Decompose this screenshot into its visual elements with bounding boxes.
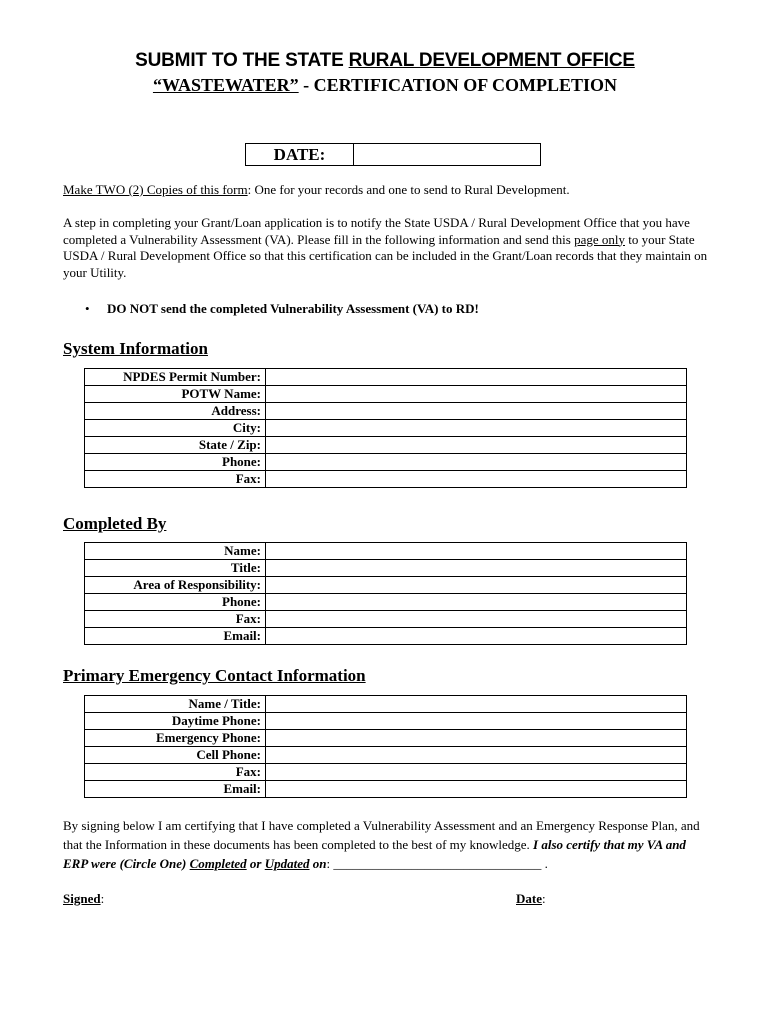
table-row bbox=[85, 628, 687, 645]
table-row bbox=[85, 454, 687, 471]
table-row bbox=[85, 696, 687, 713]
table-row bbox=[85, 781, 687, 798]
warning-bullet: • DO NOT send the completed Vulnerability Assessment (VA) to RD! bbox=[85, 301, 479, 316]
date-label: Date bbox=[516, 891, 542, 906]
date-field[interactable] bbox=[354, 144, 540, 165]
table-row bbox=[85, 594, 687, 611]
phone-field[interactable] bbox=[266, 454, 687, 471]
potw-name-field[interactable] bbox=[266, 386, 687, 403]
signed-line[interactable]: Signed: bbox=[63, 891, 105, 906]
field-label: Fax: bbox=[85, 764, 266, 781]
table-row bbox=[85, 543, 687, 560]
table-row bbox=[85, 369, 687, 386]
area-of-responsibility-field[interactable] bbox=[266, 577, 687, 594]
copies-instruction: Make TWO (2) Copies of this form: One for your records and one to send to Rural Development. bbox=[63, 182, 570, 197]
daytime-phone-field[interactable] bbox=[266, 713, 687, 730]
field-label: Email: bbox=[85, 781, 266, 798]
updated-option[interactable]: Updated bbox=[264, 856, 310, 871]
table-row bbox=[85, 420, 687, 437]
date-label: DATE: bbox=[246, 144, 354, 165]
table-row bbox=[85, 713, 687, 730]
table-row bbox=[85, 747, 687, 764]
table-row bbox=[85, 611, 687, 628]
table-row bbox=[85, 764, 687, 781]
table-row bbox=[85, 471, 687, 488]
fax-field[interactable] bbox=[266, 471, 687, 488]
field-label: Fax: bbox=[85, 611, 266, 628]
field-label: Phone: bbox=[85, 594, 266, 611]
certification-statement: By signing below I am certifying that I have completed a Vulnerability Assessment and an Emergency Response Plan, and that the Information in these documents has been completed to the best of my knowledge. I also certify that my VA and ERP were (Circle One) Completed or Updated on: ________________________________ . bbox=[63, 818, 700, 871]
field-label: Phone: bbox=[85, 454, 266, 471]
field-label: Emergency Phone: bbox=[85, 730, 266, 747]
completed-by-table bbox=[84, 542, 687, 645]
form-title: SUBMIT TO THE STATE RURAL DEVELOPMENT OFFICE bbox=[135, 50, 635, 71]
name-field[interactable] bbox=[266, 543, 687, 560]
signature-date-line[interactable]: Date: bbox=[516, 891, 546, 906]
cell-phone-field[interactable] bbox=[266, 747, 687, 764]
emergency-contact-table bbox=[84, 695, 687, 798]
date-box bbox=[245, 143, 541, 166]
table-row bbox=[85, 437, 687, 454]
field-label: Cell Phone: bbox=[85, 747, 266, 764]
field-label: Address: bbox=[85, 403, 266, 420]
form-subtitle: “WASTEWATER” - CERTIFICATION OF COMPLETION bbox=[152, 75, 618, 95]
table-row bbox=[85, 386, 687, 403]
emergency-phone-field[interactable] bbox=[266, 730, 687, 747]
address-field[interactable] bbox=[266, 403, 687, 420]
table-row bbox=[85, 403, 687, 420]
phone-field[interactable] bbox=[266, 594, 687, 611]
city-field[interactable] bbox=[266, 420, 687, 437]
field-label: NPDES Permit Number: bbox=[85, 369, 266, 386]
intro-paragraph: A step in completing your Grant/Loan application is to notify the State USDA / Rural Development Office that you have completed a Vulnerability Assessment (VA). Please fill in the following information and send this page only to your State USDA / Rural Development Office so that this certification can be included in the Grant/Loan records that they maintain on your Utility. bbox=[63, 215, 708, 280]
field-label: Name: bbox=[85, 543, 266, 560]
field-label: Fax: bbox=[85, 471, 266, 488]
bullet-icon: • bbox=[85, 301, 90, 316]
npdes-permit-field[interactable] bbox=[266, 369, 687, 386]
completed-by-heading: Completed By bbox=[63, 514, 167, 533]
field-label: Email: bbox=[85, 628, 266, 645]
name-title-field[interactable] bbox=[266, 696, 687, 713]
emergency-contact-heading: Primary Emergency Contact Information bbox=[63, 666, 366, 685]
fax-field[interactable] bbox=[266, 764, 687, 781]
field-label: POTW Name: bbox=[85, 386, 266, 403]
system-info-heading: System Information bbox=[63, 339, 208, 358]
fax-field[interactable] bbox=[266, 611, 687, 628]
field-label: Name / Title: bbox=[85, 696, 266, 713]
system-info-table bbox=[84, 368, 687, 488]
table-row bbox=[85, 560, 687, 577]
table-row bbox=[85, 730, 687, 747]
field-label: Title: bbox=[85, 560, 266, 577]
state-zip-field[interactable] bbox=[266, 437, 687, 454]
table-row bbox=[85, 577, 687, 594]
title-field[interactable] bbox=[266, 560, 687, 577]
completed-option[interactable]: Completed bbox=[189, 856, 247, 871]
email-field[interactable] bbox=[266, 781, 687, 798]
completion-date-blank[interactable]: : ________________________________ . bbox=[326, 856, 548, 871]
field-label: City: bbox=[85, 420, 266, 437]
signed-label: Signed bbox=[63, 891, 101, 906]
field-label: Daytime Phone: bbox=[85, 713, 266, 730]
field-label: Area of Responsibility: bbox=[85, 577, 266, 594]
email-field[interactable] bbox=[266, 628, 687, 645]
field-label: State / Zip: bbox=[85, 437, 266, 454]
